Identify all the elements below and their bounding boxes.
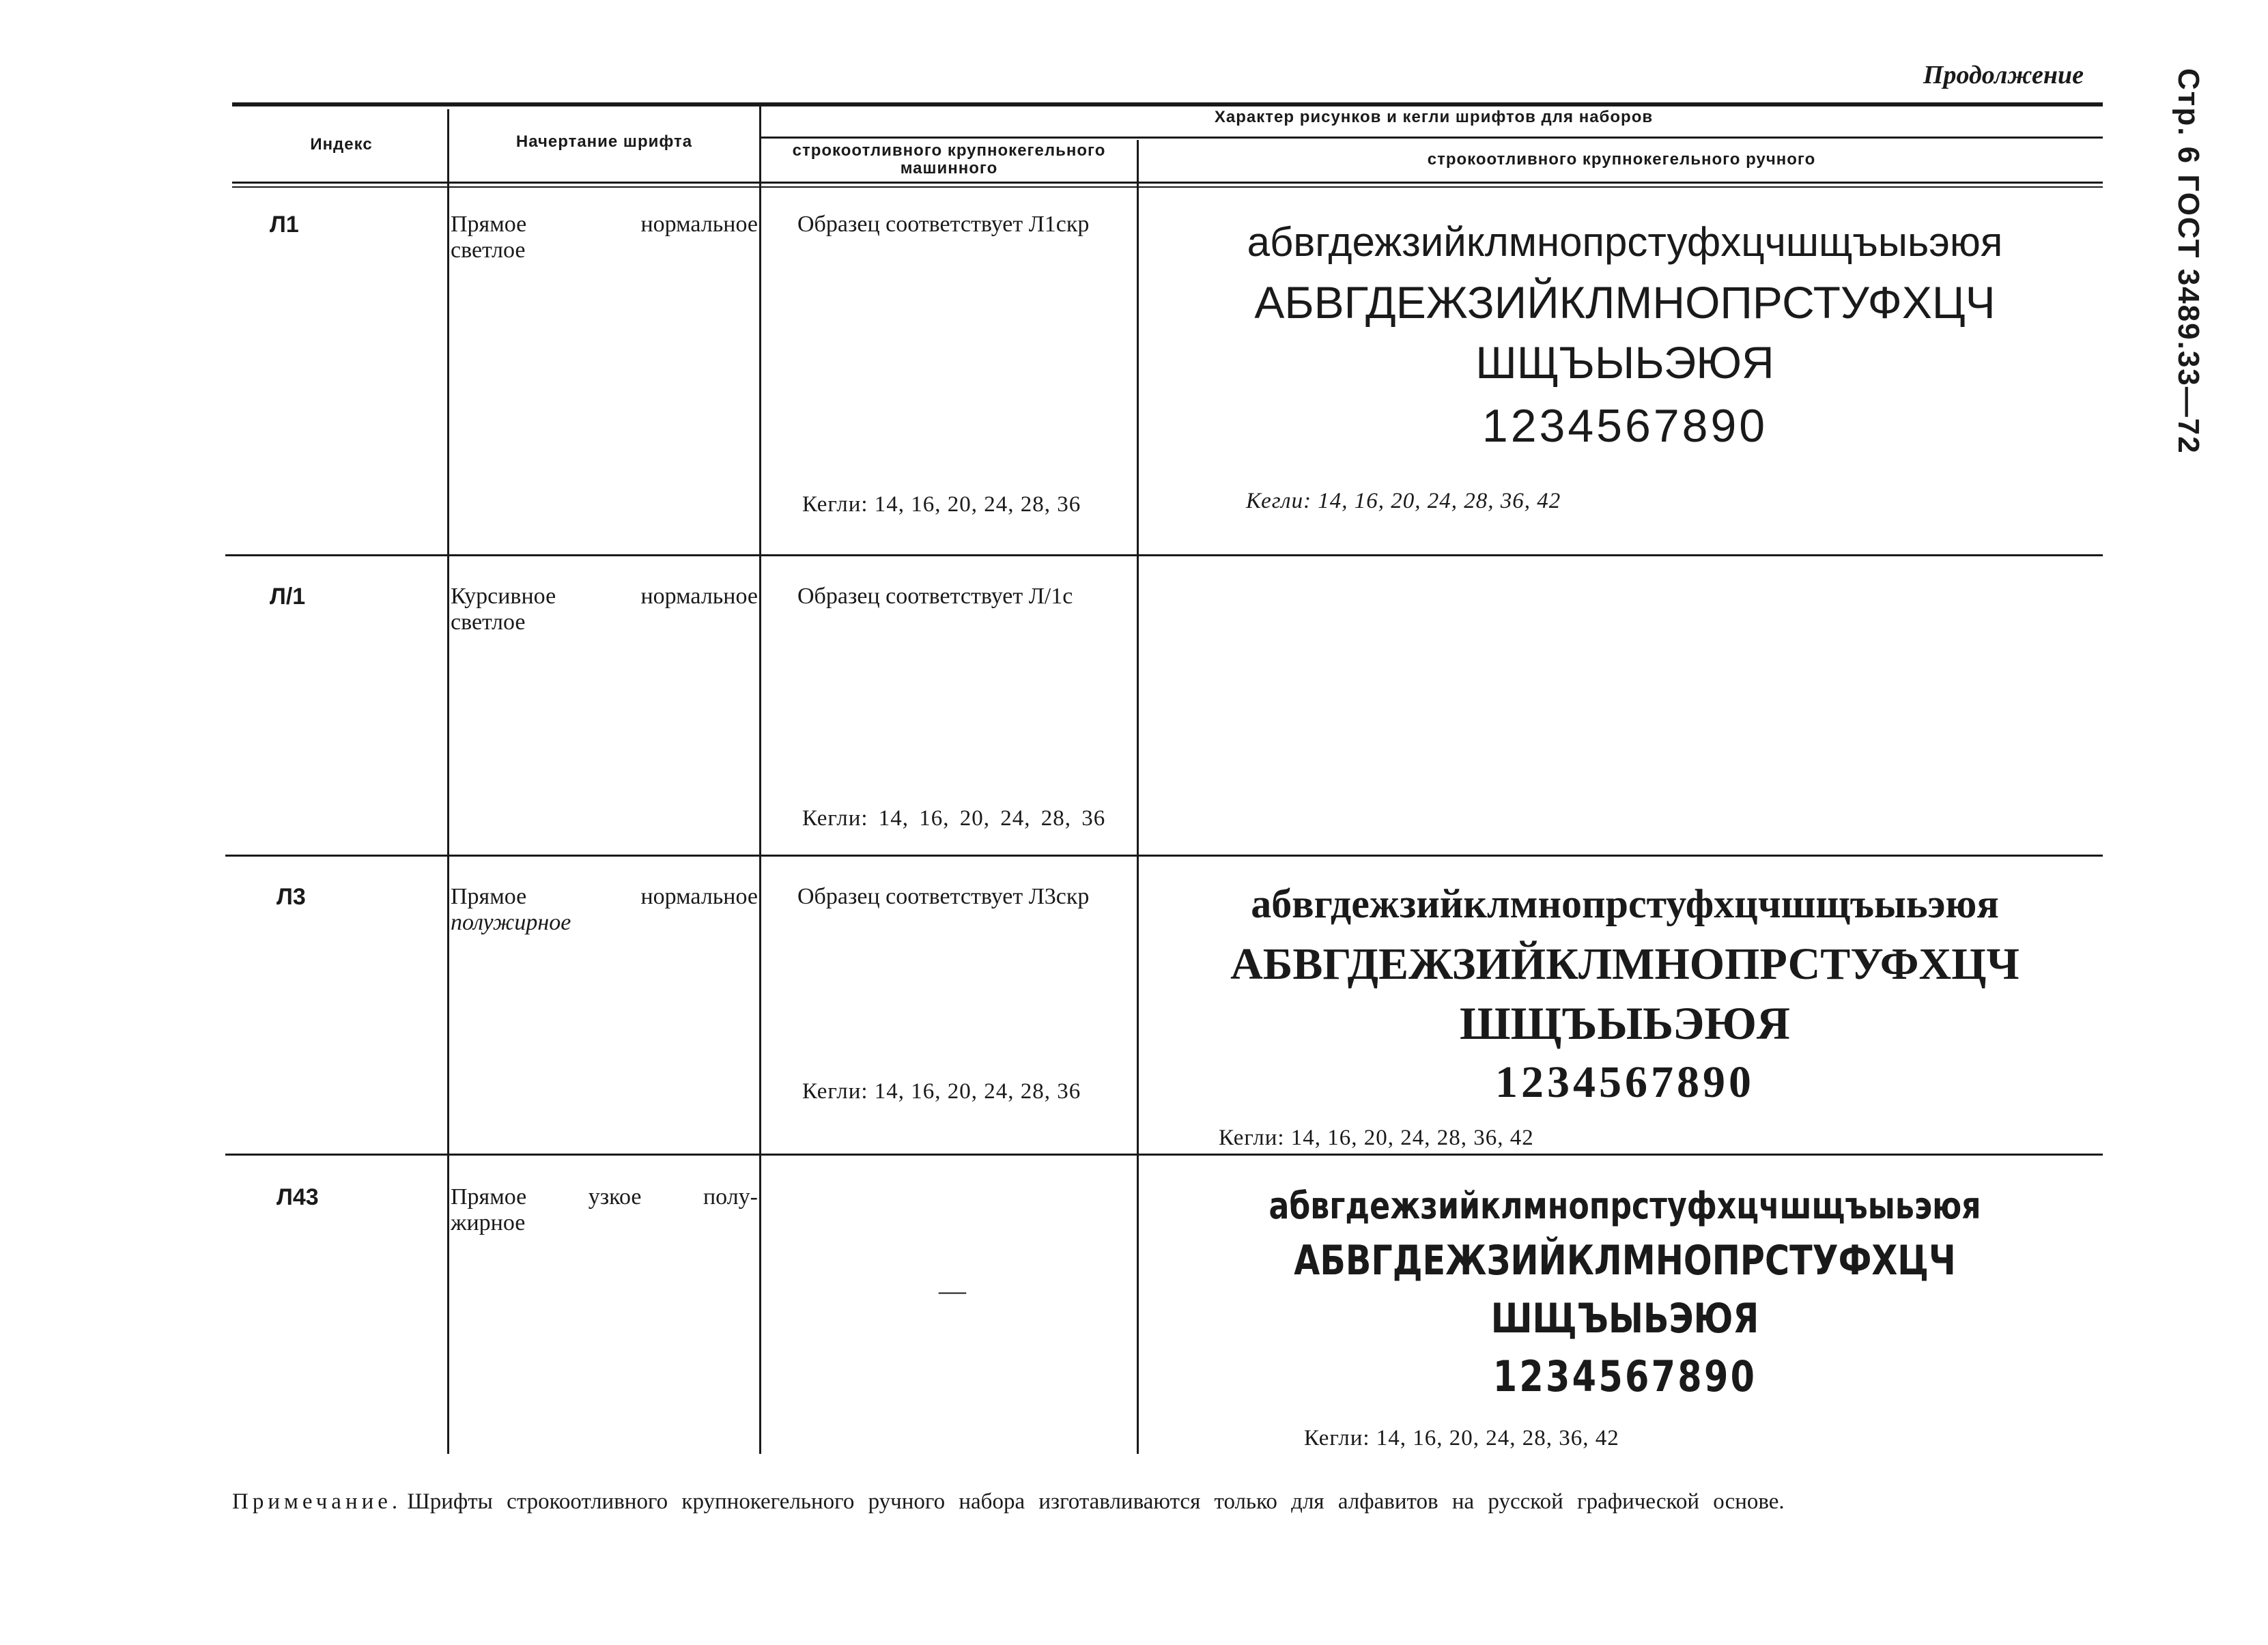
row-l43-style-line1: Прямое узкое полу- [451, 1184, 758, 1210]
row-l1-uppercase-sample-2: ШЩЪЫЬЭЮЯ [1475, 337, 1774, 388]
row-l43-style [451, 1184, 758, 1236]
group-header-rule [761, 137, 2103, 139]
row-l3-lowercase-sample: абвгдежзийклмнопрстуфхцчшщъыьэюя [1251, 881, 1999, 926]
row-l43-digits-sample: 1234567890 [1492, 1351, 1757, 1401]
row-l43-uppercase-sample-2: ШЩЪЫЬЭЮЯ [1490, 1295, 1759, 1343]
header-group: Характер рисунков и кегли шрифтов для наборов [1214, 108, 1654, 126]
row-rule-1 [225, 554, 2103, 556]
row-l1-lowercase-sample: абвгдежзийклмнопрстуфхцчшщъыьэюя [1247, 219, 2003, 265]
row-l1c-machine-sizes: Кегли: 14, 16, 20, 24, 28, 36 [802, 806, 1106, 831]
col-rule-index [447, 109, 449, 1454]
row-l43-machine-sample: — [939, 1275, 966, 1306]
row-l1c-machine-sample: Образец соответствует Л/1с [797, 584, 1073, 609]
header-bottom-rule-2 [232, 186, 2103, 188]
row-l3-index: Л3 [277, 884, 306, 910]
row-l43-lowercase-sample: абвгдежзийклмнопрстуфхцчшщъыьэюя [1268, 1184, 1981, 1227]
row-l3-machine-sample: Образец соответствует Л3скр [797, 884, 1090, 909]
row-l3-style-line2: полужирное [451, 910, 571, 935]
col-rule-machine [1137, 140, 1139, 1454]
row-l1-digits-sample: 1234567890 [1482, 400, 1768, 452]
row-l1-style-line2: светлое [451, 238, 526, 263]
row-l1-uppercase-sample: АБВГДЕЖЗИЙКЛМНОПРСТУФХЦЧ [1254, 277, 1996, 328]
row-l3-manual-sizes: Кегли: 14, 16, 20, 24, 28, 36, 42 [1219, 1126, 1534, 1150]
row-l3-digits-sample: 1234567890 [1495, 1057, 1755, 1107]
footnote-label: Примечание. [232, 1489, 402, 1514]
header-machine: строкоотливного крупнокегельного машинного [792, 141, 1106, 177]
header-index: Индекс [310, 135, 373, 154]
row-l1-machine-sample: Образец соответствует Л1скр [797, 212, 1090, 237]
row-l3-uppercase-sample: АБВГДЕЖЗИЙКЛМНОПРСТУФХЦЧ [1230, 939, 2019, 989]
row-l43-manual-sizes: Кегли: 14, 16, 20, 24, 28, 36, 42 [1304, 1426, 1619, 1450]
header-style: Начертание шрифта [515, 132, 693, 151]
continued-label: Продолжение [1923, 61, 2084, 89]
row-l1-style-line1: Прямое нормальное [451, 212, 758, 237]
row-l1c-style-line2: светлое [451, 610, 526, 635]
row-rule-2 [225, 855, 2103, 857]
row-l1c-style [451, 584, 758, 635]
row-l43-index: Л43 [277, 1184, 319, 1210]
header-manual: строкоотливного крупнокегельного ручного [1427, 150, 1816, 169]
row-l3-style [451, 884, 758, 936]
row-l43-uppercase-sample: АБВГДЕЖЗИЙКЛМНОПРСТУФХЦЧ [1294, 1237, 1956, 1285]
row-l1c-style-line1: Курсивное нормальное [451, 584, 758, 609]
col-rule-style [759, 106, 761, 1454]
row-l3-machine-sizes: Кегли: 14, 16, 20, 24, 28, 36 [802, 1079, 1081, 1104]
row-l1-manual-sizes: Кегли: 14, 16, 20, 24, 28, 36, 42 [1246, 489, 1561, 513]
page-side-label: Стр. 6 ГОСТ 3489.33—72 [2172, 68, 2205, 455]
row-l1-index: Л1 [270, 212, 299, 238]
header-bottom-rule [232, 182, 2103, 184]
row-l3-style-line1: Прямое нормальное [451, 884, 758, 909]
table-top-rule [232, 102, 2103, 106]
footnote-text: Шрифты строкоотливного крупнокегельного ручного набора изготавливаются только для алфавитов на русской графической основе. [407, 1489, 1785, 1514]
row-l1-machine-sizes: Кегли: 14, 16, 20, 24, 28, 36 [802, 492, 1081, 517]
row-l1-style [451, 212, 758, 263]
row-l43-style-line2: жирное [451, 1210, 526, 1235]
row-rule-3 [225, 1154, 2103, 1156]
row-l1c-index: Л/1 [270, 584, 306, 610]
row-l3-uppercase-sample-2: ШЩЪЫЬЭЮЯ [1459, 997, 1790, 1049]
footnote [232, 1488, 2062, 1515]
